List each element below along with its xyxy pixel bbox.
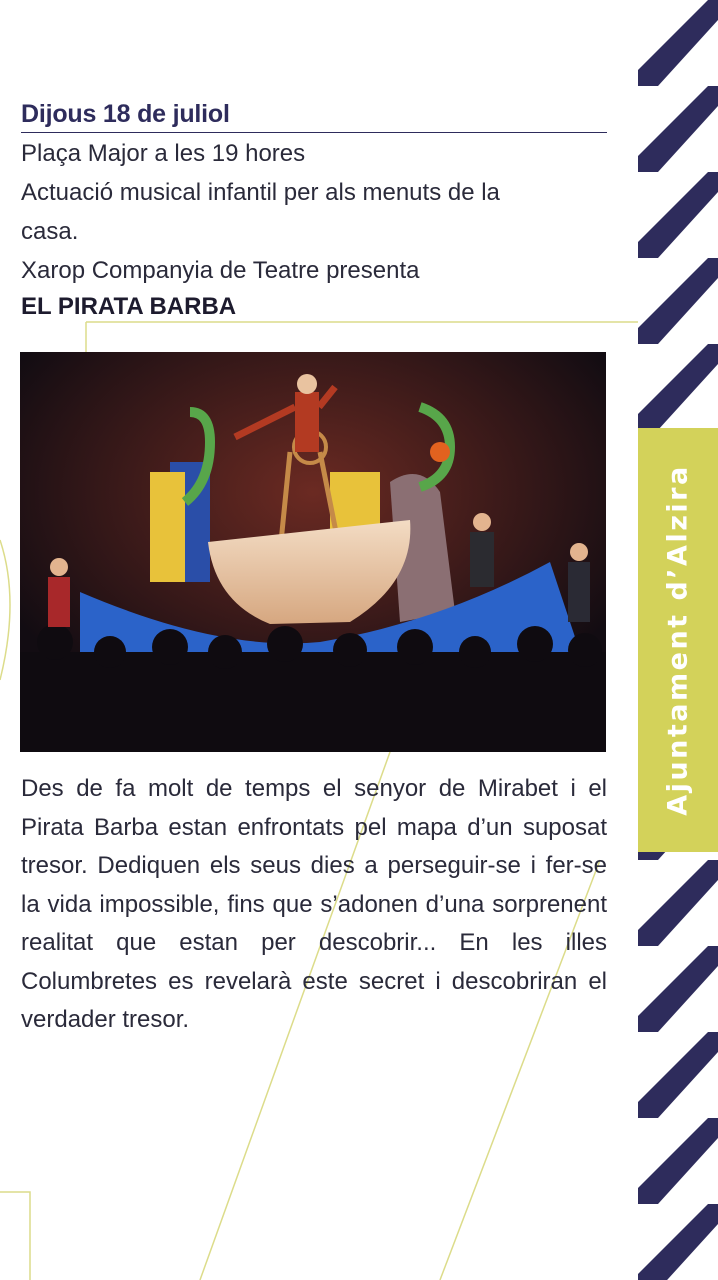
deco-corner — [0, 1192, 30, 1280]
event-header — [21, 100, 607, 322]
deco-arc — [0, 540, 10, 680]
show-synopsis: Des de fa molt de temps el senyor de Mirabet i el Pirata Barba estan enfrontats pel mapa d’un suposat tresor. Dediquen els seus dies a perseguir-se i fer-se la vida impossible, fins que s’adonen d’una sorprenent realitat que estan per descobrir... En les illes Columbretes es revelarà este secret i descobriran el verdader tresor. — [21, 775, 607, 1033]
event-description-line: Actuació musical infantil per als menuts de la — [21, 179, 500, 206]
sidebar-organization-label: Ajuntament d’Alzira — [662, 464, 694, 816]
event-location-time: Plaça Major a les 19 hores — [21, 140, 306, 167]
sidebar-label-box — [638, 428, 718, 852]
event-date-heading: Dijous 18 de juliol — [21, 100, 607, 133]
show-title: EL PIRATA BARBA — [21, 293, 237, 320]
event-company-line: Xarop Companyia de Teatre presenta — [21, 257, 420, 284]
theatre-performance-photo — [20, 352, 606, 752]
event-description-line: casa. — [21, 218, 79, 245]
